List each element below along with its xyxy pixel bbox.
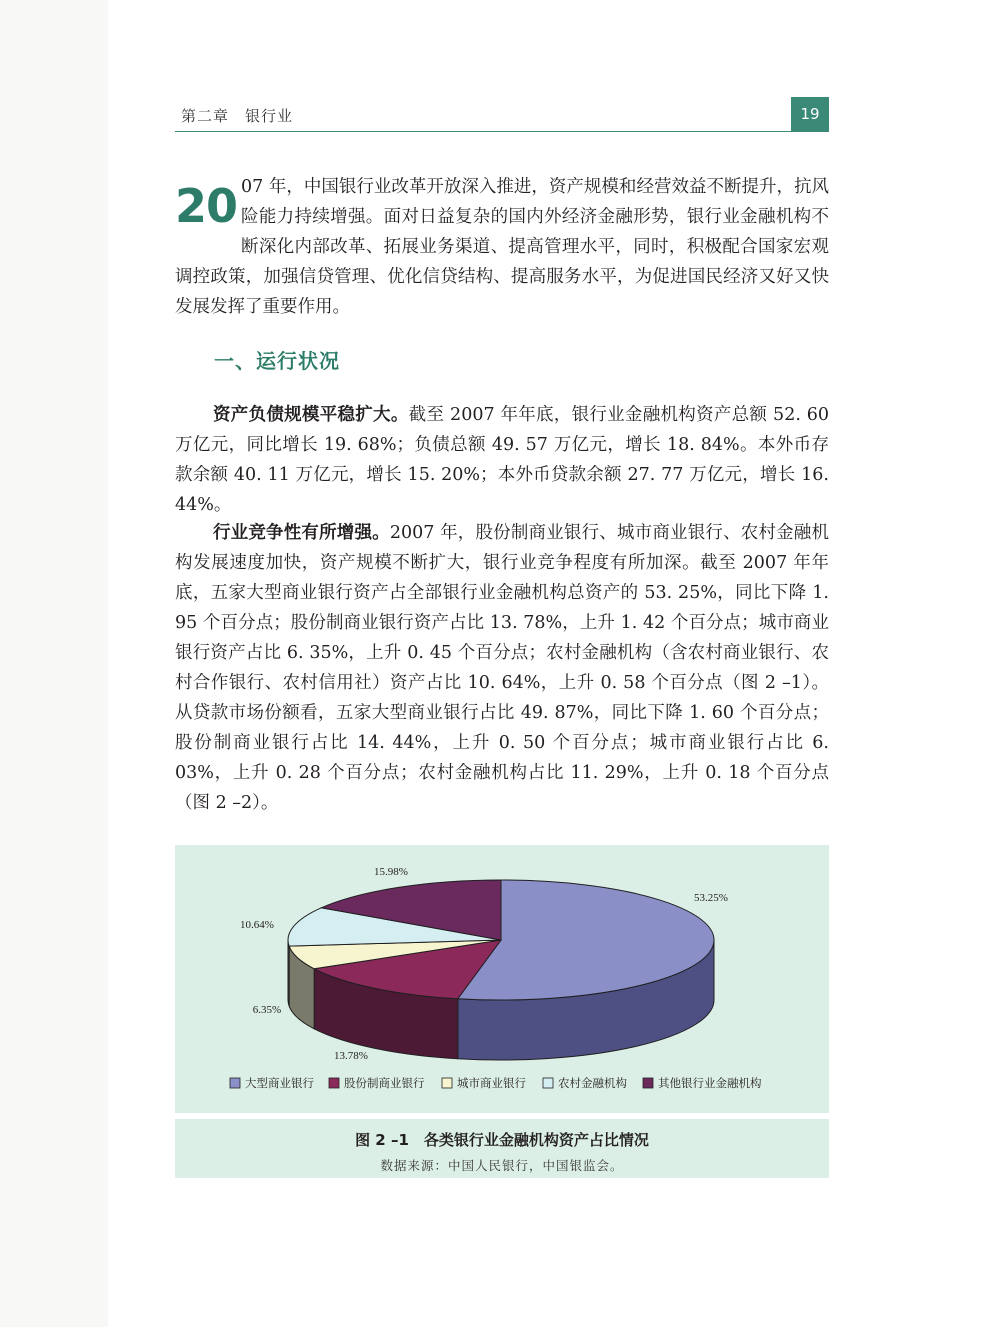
- figure-caption-box: [175, 1119, 829, 1178]
- legend-swatch: [329, 1078, 339, 1088]
- paragraph-text: 截至 2007 年年底，银行业金融机构资产总额 52. 60 万亿元，同比增长 19. 68%；负债总额 49. 57 万亿元，增长 18. 84%。本外币存款余额 40. 11 万亿元，增长 15. 20%；本外币贷款余额 27. 77 万亿元，增长 16. 44%。: [175, 405, 830, 515]
- page-number: 19: [791, 97, 829, 131]
- legend-label: 其他银行业金融机构: [658, 1078, 762, 1090]
- pie-data-label: 13.78%: [334, 1050, 368, 1062]
- pie-data-label: 6.35%: [252, 1004, 282, 1016]
- drop-cap: 20: [175, 179, 238, 233]
- legend-label: 城市商业银行: [457, 1078, 526, 1090]
- figure-source: 数据来源：中国人民银行，中国银监会。: [380, 1158, 624, 1173]
- paragraph-lead: 行业竞争性有所增强。: [213, 523, 390, 543]
- pie-data-label: 53.25%: [694, 892, 728, 904]
- intro-paragraph: [175, 172, 829, 322]
- legend-swatch: [442, 1078, 452, 1088]
- paragraph-lead: 资产负债规模平稳扩大。: [213, 405, 409, 425]
- running-header: [175, 97, 829, 132]
- pie-slice-side: [288, 940, 289, 1006]
- legend-swatch: [543, 1078, 553, 1088]
- figure-caption: 图 2 –1 各类银行业金融机构资产占比情况: [355, 1131, 649, 1149]
- pie-chart: [175, 845, 829, 1113]
- intro-text: 07 年，中国银行业改革开放深入推进，资产规模和经营效益不断提升，抗风险能力持续增强。面对日益复杂的国内外经济金融形势，银行业金融机构不断深化内部改革、拓展业务渠道、提高管理水平，同时，积极配合国家宏观调控政策，加强信贷管理、优化信贷结构、提高服务水平，为促进国民经济又好又快发展发挥了重要作用。: [175, 177, 829, 317]
- legend-swatch: [643, 1078, 653, 1088]
- page-margin: [0, 0, 108, 1327]
- pie-data-label: 10.64%: [240, 919, 274, 931]
- paragraph-assets: [175, 400, 829, 520]
- chapter-title: 第二章 银行业: [181, 107, 294, 125]
- legend-label: 农村金融机构: [558, 1078, 627, 1090]
- legend-swatch: [230, 1078, 240, 1088]
- legend-label: 大型商业银行: [245, 1078, 314, 1090]
- pie-data-label: 15.98%: [374, 866, 408, 878]
- legend-label: 股份制商业银行: [344, 1078, 425, 1090]
- figure-chart-area: [175, 845, 829, 1113]
- paragraph-competition: [175, 518, 829, 818]
- paragraph-text: 2007 年，股份制商业银行、城市商业银行、农村金融机构发展速度加快，资产规模不断扩大，银行业竞争程度有所加深。截至 2007 年年底，五家大型商业银行资产占全部银行业金融机构总资产的 53. 25%，同比下降 1. 95 个百分点；股份制商业银行资产占比 13. 78%，上升 1. 42 个百分点；城市商业银行资产占比 6. 35%，上升 0. 45 个百分点；农村金融机构（含农村商业银行、农村合作银行、农村信用社）资产占比 10. 64%，上升 0. 58 个百分点（图 2 –1）。从贷款市场份额看，五家大型商业银行占比 49. 87%，同比下降 1. 60 个百分点；股份制商业银行占比 14. 44%，上升 0. 50 个百分点；城市商业银行占比 6. 03%，上升 0. 28 个百分点；农村金融机构占比 11. 29%，上升 0. 18 个百分点（图 2 –2）。: [175, 523, 829, 813]
- section-title: 一、运行状况: [214, 349, 340, 373]
